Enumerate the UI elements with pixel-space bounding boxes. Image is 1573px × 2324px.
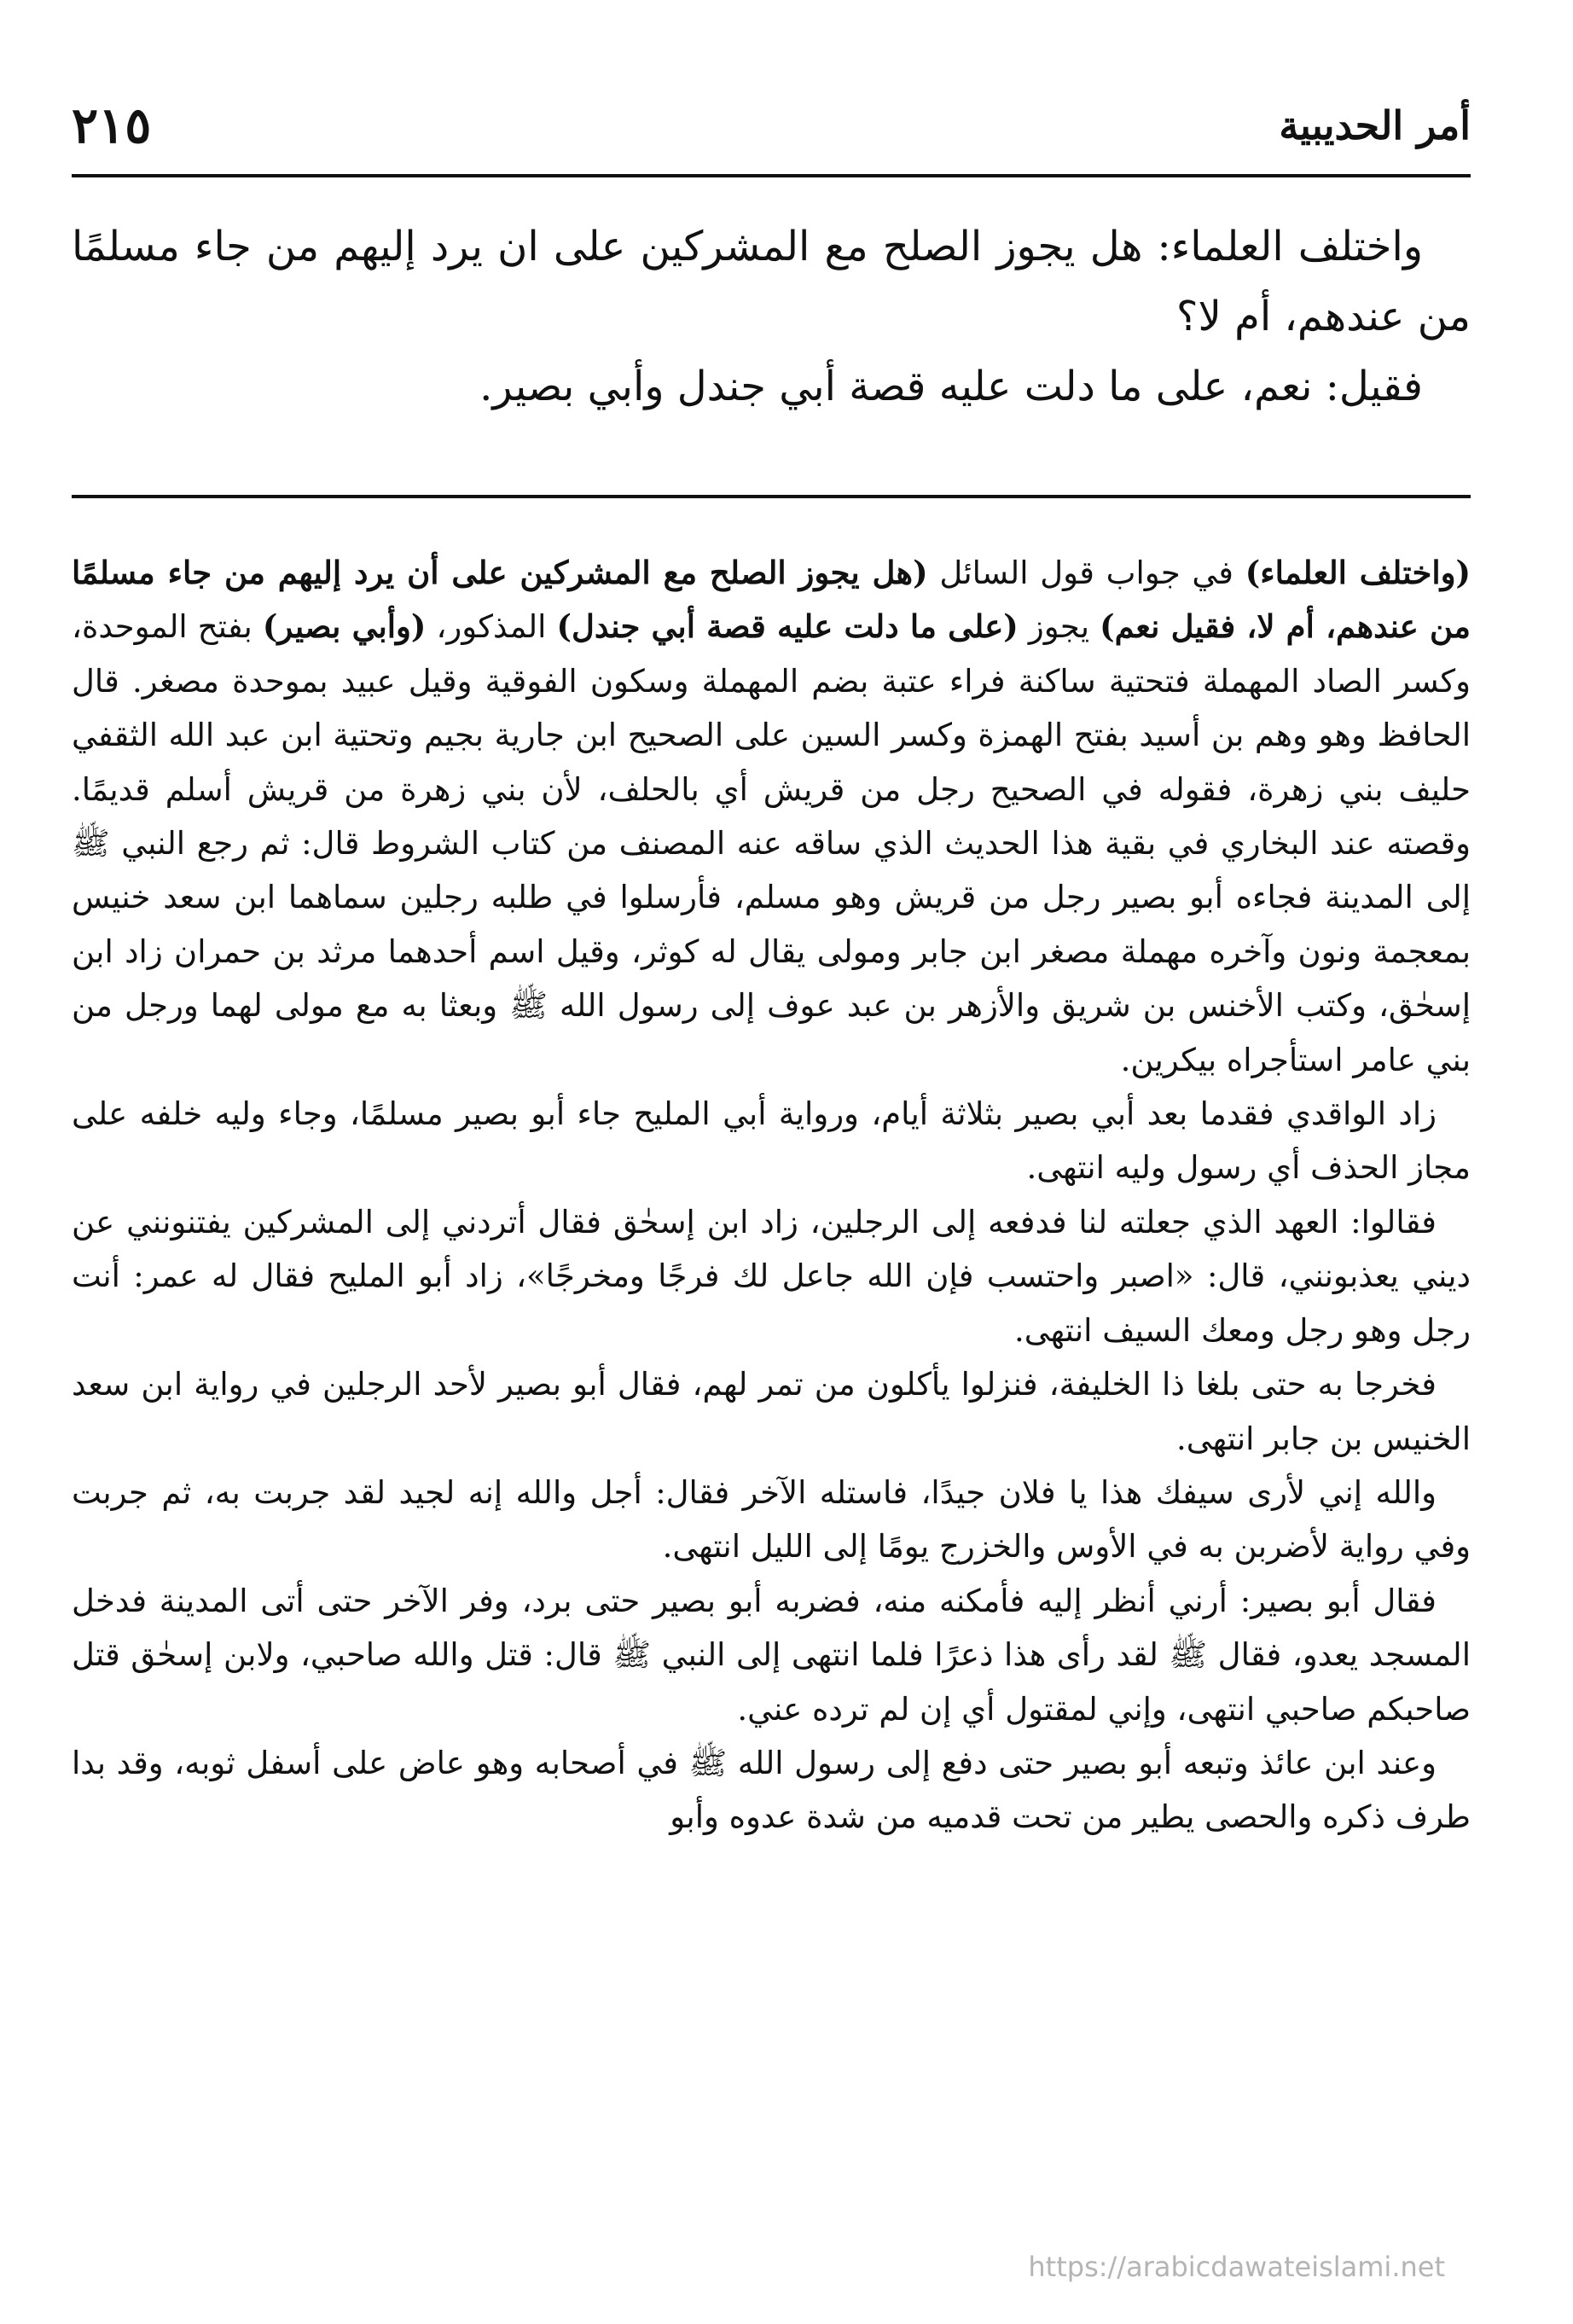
commentary-paragraph: وعند ابن عائذ وتبعه أبو بصير حتى دفع إلى رسول الله ﷺ في أصحابه وهو عاض على أسفل ثوبه، وقد بدا طرف ذكره والحصى يطير من تحت قدميه من شدة عدوه وأبو [72,1744,1471,1836]
quoted-matn: (هل يجوز الصلح مع المشركين على أن يرد إليهم من جاء مسلمًا من عندهم، أم لا، فقيل نعم) [72,554,1471,646]
commentary-paragraph [72,546,1471,1087]
commentary-paragraph: فخرجا به حتى بلغا ذا الخليفة، فنزلوا يأكلون من تمر لهم، فقال أبو بصير لأحد الرجلين في رواية ابن سعد الخنيس بن جابر انتهى. [72,1366,1471,1457]
commentary-span: المذكور، [426,608,557,646]
page-number: ٢١٥ [72,96,152,154]
commentary-paragraph: والله إني لأرى سيفك هذا يا فلان جيدًا، فاستله الآخر فقال: أجل والله إنه لجيد لقد جربت به، ثم جربت وفي رواية لأضربن به في الأوس والخزرج يومًا إلى الليل انتهى. [72,1473,1471,1566]
page-header [72,87,1471,164]
commentary-text [72,546,1471,1845]
quoted-matn: (واختلف العلماء) [1245,554,1471,591]
matn-paragraph: واختلف العلماء: هل يجوز الصلح مع المشركين على ان يرد إليهم من جاء مسلمًا من عندهم، أم لا؟ [72,223,1471,340]
commentary-span: في جواب قول السائل [927,555,1245,591]
commentary-paragraph: فقالوا: العهد الذي جعلته لنا فدفعه إلى الرجلين، زاد ابن إسحٰق فقال أتردني إلى المشركين يفتنونني عن ديني يعذبونني، قال: «اصبر واحتسب فإن الله جاعل لك فرجًا ومخرجًا»، زاد أبو المليح فقال له عمر: أنت رجل وهو رجل ومعك السيف انتهى. [72,1203,1471,1349]
commentary-paragraph: زاد الواقدي فقدما بعد أبي بصير بثلاثة أيام، ورواية أبي المليح جاء أبو بصير مسلمًا، وجاء وليه خلفه على مجاز الحذف أي رسول وليه انتهى. [72,1095,1471,1187]
commentary-paragraph: فقال أبو بصير: أرني أنظر إليه فأمكنه منه، فضربه أبو بصير حتى برد، وفر الآخر حتى أتى المدينة فدخل المسجد يعدو، فقال ﷺ لقد رأى هذا ذعرًا فلما انتهى إلى النبي ﷺ قال: قتل والله صاحبي، ولابن إسحٰق قتل صاحبكم صاحبي انتهى، وإني لمقتول أي إن لم ترده عني. [72,1582,1471,1728]
header-rule [72,174,1471,177]
matn-paragraph: فقيل: نعم، على ما دلت عليه قصة أبي جندل وأبي بصير. [479,363,1423,410]
matn-text [72,212,1471,421]
running-title: أمر الحديبية [1279,102,1471,148]
commentary-span: بفتح الموحدة، وكسر الصاد المهملة فتحتية ساكنة فراء عتبة بضم المهملة وسكون الفوقية وقيل عبيد بموحدة مصغر. قال الحافظ وهو وهم بن أسيد بفتح الهمزة وكسر السين على الصحيح ابن جارية بجيم وتحتية ابن عبد الله الثقفي حليف بني زهرة، فقوله في الصحيح رجل من قريش أي بالحلف، لأن بني زهرة من قريش أسلم قديمًا. وقصته عند البخاري في بقية هذا الحديث الذي ساقه عنه المصنف من كتاب الشروط قال: ثم رجع النبي ﷺ إلى المدينة فجاءه أبو بصير رجل من قريش وهو مسلم، فأرسلوا في طلبه رجلين سماهما ابن سعد خنيس بمعجمة ونون وآخره مهملة مصغر ابن جابر ومولى يقال له كوثر، وقيل اسم أحدهما مرثد بن حمران زاد ابن إسحٰق، وكتب الأخنس بن شريق والأزهر بن عبد عوف إلى رسول الله ﷺ وبعثا به مع مولى لهما ورجل من بني عامر استأجراه بيكرين. [72,608,1471,1078]
quoted-matn: (وأبي بصير) [262,607,427,646]
quoted-matn: (على ما دلت عليه قصة أبي جندل) [556,607,1019,646]
matn-separator-rule [72,495,1471,498]
commentary-span: يجوز [1018,608,1100,646]
source-watermark: https://arabicdawateislami.net [1028,2251,1445,2283]
